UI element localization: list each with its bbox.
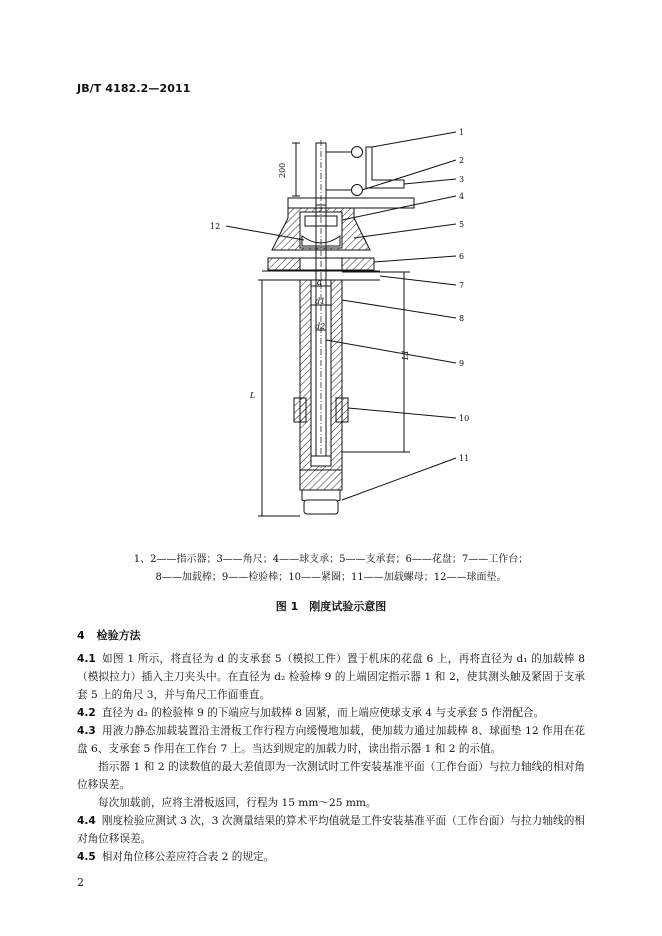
standard-number: JB/T 4182.2—2011: [77, 82, 191, 95]
callout-6: 6: [459, 252, 465, 261]
figure-caption: 图 1 刚度试验示意图: [275, 600, 387, 613]
square-3: [366, 147, 404, 188]
paragraph-4-3: 4.3 用液力静态加载装置沿主滑板工作行程方向缓慢地加载，使加载力通过加载棒 8、球面垫 12 作用在花盘 6、支承套 5 作用在工作台 7 上。当达到规定的加载力时，读出指示器 1 和 2 的示值。: [77, 725, 585, 755]
callout-7: 7: [459, 281, 465, 290]
section-title: 检验方法: [96, 629, 141, 642]
figure-legend-line-1: 1、2——指示器；3——角尺；4——球支承；5——支承套；6——花盘；7——工作台；: [133, 554, 529, 565]
loading-nut-11: [300, 470, 342, 490]
callout-1: 1: [459, 128, 465, 137]
body-text: [77, 650, 585, 866]
callout-4: 4: [459, 192, 465, 201]
callout-11: 11: [459, 454, 470, 463]
page-number: 2: [77, 876, 84, 889]
callout-12: 12: [210, 222, 221, 231]
paragraph-4-5: 4.5 相对角位移公差应符合表 2 的规定。: [77, 851, 275, 863]
callout-2: 2: [459, 156, 465, 165]
section-number: 4: [77, 629, 85, 642]
indicator-1: [352, 147, 363, 158]
dim-d2: d2: [315, 322, 326, 331]
callout-3: 3: [459, 175, 465, 184]
figure-legend-line-2: 8——加载棒；9——检验棒；10——紧圈；11——加载螺母；12——球面垫。: [155, 572, 507, 583]
callout-9: 9: [459, 359, 465, 368]
callout-5: 5: [459, 220, 465, 229]
tightening-ring-10-left: [294, 398, 306, 422]
dim-d: d: [317, 278, 323, 287]
indicator-2: [352, 185, 363, 196]
paragraph-4-3-note-1: 指示器 1 和 2 的读数值的最大差值即为一次测试时工件安装基准平面（工作台面）与拉力轴线的相对角位移误差。: [77, 761, 585, 791]
paragraph-4-4: 4.4 刚度检验应测试 3 次，3 次测量结果的算术平均值就是工件安装基准平面（工作台面）与拉力轴线的相对角位移误差。: [77, 815, 585, 845]
paragraph-4-2: 4.2 直径为 d₂ 的检验棒 9 的下端应与加载棒 8 固紧，而上端应使球支承 4 与支承套 5 作滑配合。: [77, 707, 545, 719]
callout-8: 8: [459, 314, 465, 323]
dim-200: 200: [278, 162, 287, 178]
paragraph-4-1: 4.1 如图 1 所示，将直径为 d 的支承套 5（模拟工件）置于机床的花盘 6 上，再将直径为 d₁ 的加载棒 8（模拟拉力）插入主刀夹头中。在直径为 d₂ 检验棒 9 的上端固定指示器 1 和 2，使其测头触及紧固于支承套 5 上的角尺 3，并与角尺工作面垂直。: [77, 653, 585, 701]
section-heading: [77, 627, 141, 643]
callout-10: 10: [459, 414, 470, 423]
paragraph-4-3-note-2: 每次加载前，应将主滑板返回，行程为 15 mm～25 mm。: [98, 797, 377, 809]
dim-L1: L1: [401, 349, 410, 360]
top-plate: [288, 198, 414, 208]
tightening-ring-10-right: [336, 398, 348, 422]
dim-d1: d1: [315, 297, 326, 306]
dim-L: L: [250, 391, 256, 400]
